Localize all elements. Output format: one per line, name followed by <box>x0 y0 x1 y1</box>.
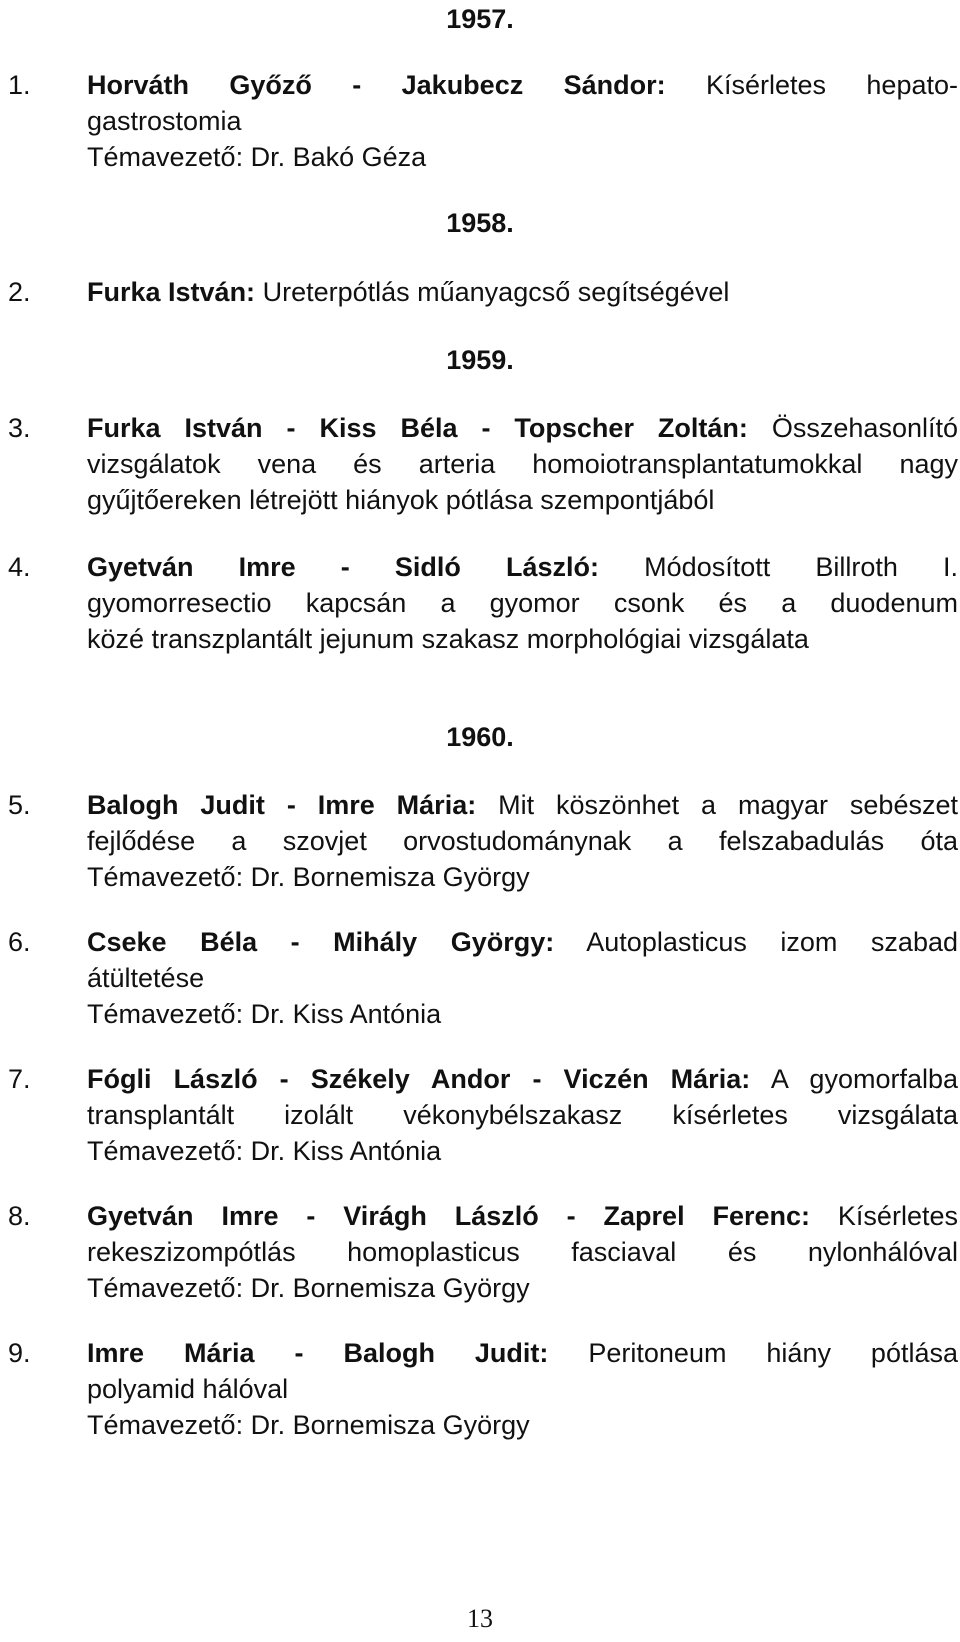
year-heading-1960: 1960. <box>446 722 514 752</box>
entry-body <box>87 274 958 310</box>
entry-supervisor: Témavezető: Dr. Kiss Antónia <box>87 1136 442 1166</box>
entry-number: 8. <box>8 1201 31 1231</box>
entry-title-part: Kísérletes hepato- <box>705 70 958 100</box>
entry-title-part: Peritoneum hiány pótlása <box>588 1338 958 1368</box>
entry-title-line: gyűjtőereken létrejött hiányok pótlása szempontjából <box>87 485 715 515</box>
entry-title-part: Összehasonlító <box>771 413 958 443</box>
entry-authors: Furka István: <box>87 277 256 307</box>
entry-number: 4. <box>8 552 31 582</box>
year-heading-1959: 1959. <box>446 345 514 375</box>
entry-body <box>87 1061 958 1169</box>
entry-title-line: átültetése <box>87 963 205 993</box>
entry-body <box>87 67 958 175</box>
entry-title-line: fejlődése a szovjet orvostudománynak a felszabadulás óta <box>87 826 958 856</box>
entry-body <box>87 1198 958 1306</box>
entry-body <box>87 1335 958 1443</box>
entry-title-line: gyomorresectio kapcsán a gyomor csonk és a duodenum <box>87 588 958 618</box>
entry-authors: Furka István - Kiss Béla - Topscher Zoltán: <box>87 413 748 443</box>
entry-authors: Balogh Judit - Imre Mária: <box>87 790 477 820</box>
entry-title-line: közé transzplantált jejunum szakasz morphológiai vizsgálata <box>87 624 809 654</box>
entry-authors: Gyetván Imre - Virágh László - Zaprel Ferenc: <box>87 1201 811 1231</box>
entry-title-part: Kísérletes <box>837 1201 958 1231</box>
entry-title-line: rekeszizompótlás homoplasticus fasciaval és nylonhálóval <box>87 1237 958 1267</box>
entry-title-part: Módosított Billroth I. <box>644 552 958 582</box>
entry-number: 3. <box>8 413 31 443</box>
entry-number: 6. <box>8 927 31 957</box>
entry-title-part: Autoplasticus izom szabad <box>586 927 958 957</box>
entry-body <box>87 787 958 895</box>
entry-supervisor: Témavezető: Dr. Bakó Géza <box>87 142 427 172</box>
entry-authors: Cseke Béla - Mihály György: <box>87 927 555 957</box>
entry-authors: Gyetván Imre - Sidló László: <box>87 552 600 582</box>
entry-title-line: vizsgálatok vena és arteria homoiotransplantatumokkal nagy <box>87 449 958 479</box>
entry-title-continuation: gastrostomia <box>87 106 242 136</box>
entry-number: 9. <box>8 1338 31 1368</box>
year-heading-1957: 1957. <box>446 4 514 34</box>
entry-authors: Imre Mária - Balogh Judit: <box>87 1338 549 1368</box>
entry-authors: Fógli László - Székely Andor - Viczén Mária: <box>87 1064 751 1094</box>
entry-authors: Horváth Győző - Jakubecz Sándor: <box>87 70 666 100</box>
entry-body <box>87 410 958 518</box>
entry-title-part: A gyomorfalba <box>770 1064 959 1094</box>
entry-title-line: transplantált izolált vékonybélszakasz kísérletes vizsgálata <box>87 1100 958 1130</box>
entry-title-line: polyamid hálóval <box>87 1374 289 1404</box>
entry-body <box>87 924 958 1032</box>
entry-title-part: Mit köszönhet a magyar sebészet <box>498 790 958 820</box>
year-heading-1958: 1958. <box>446 208 514 238</box>
page-number: 13 <box>467 1604 493 1633</box>
entry-supervisor: Témavezető: Dr. Bornemisza György <box>87 862 530 892</box>
entry-number: 2. <box>8 277 31 307</box>
entry-body <box>87 549 958 657</box>
entry-supervisor: Témavezető: Dr. Kiss Antónia <box>87 999 442 1029</box>
entry-supervisor: Témavezető: Dr. Bornemisza György <box>87 1410 530 1440</box>
entry-title: Ureterpótlás műanyagcső segítségével <box>262 277 730 307</box>
entry-number: 1. <box>8 70 31 100</box>
entry-supervisor: Témavezető: Dr. Bornemisza György <box>87 1273 530 1303</box>
entry-number: 7. <box>8 1064 31 1094</box>
entry-number: 5. <box>8 790 31 820</box>
